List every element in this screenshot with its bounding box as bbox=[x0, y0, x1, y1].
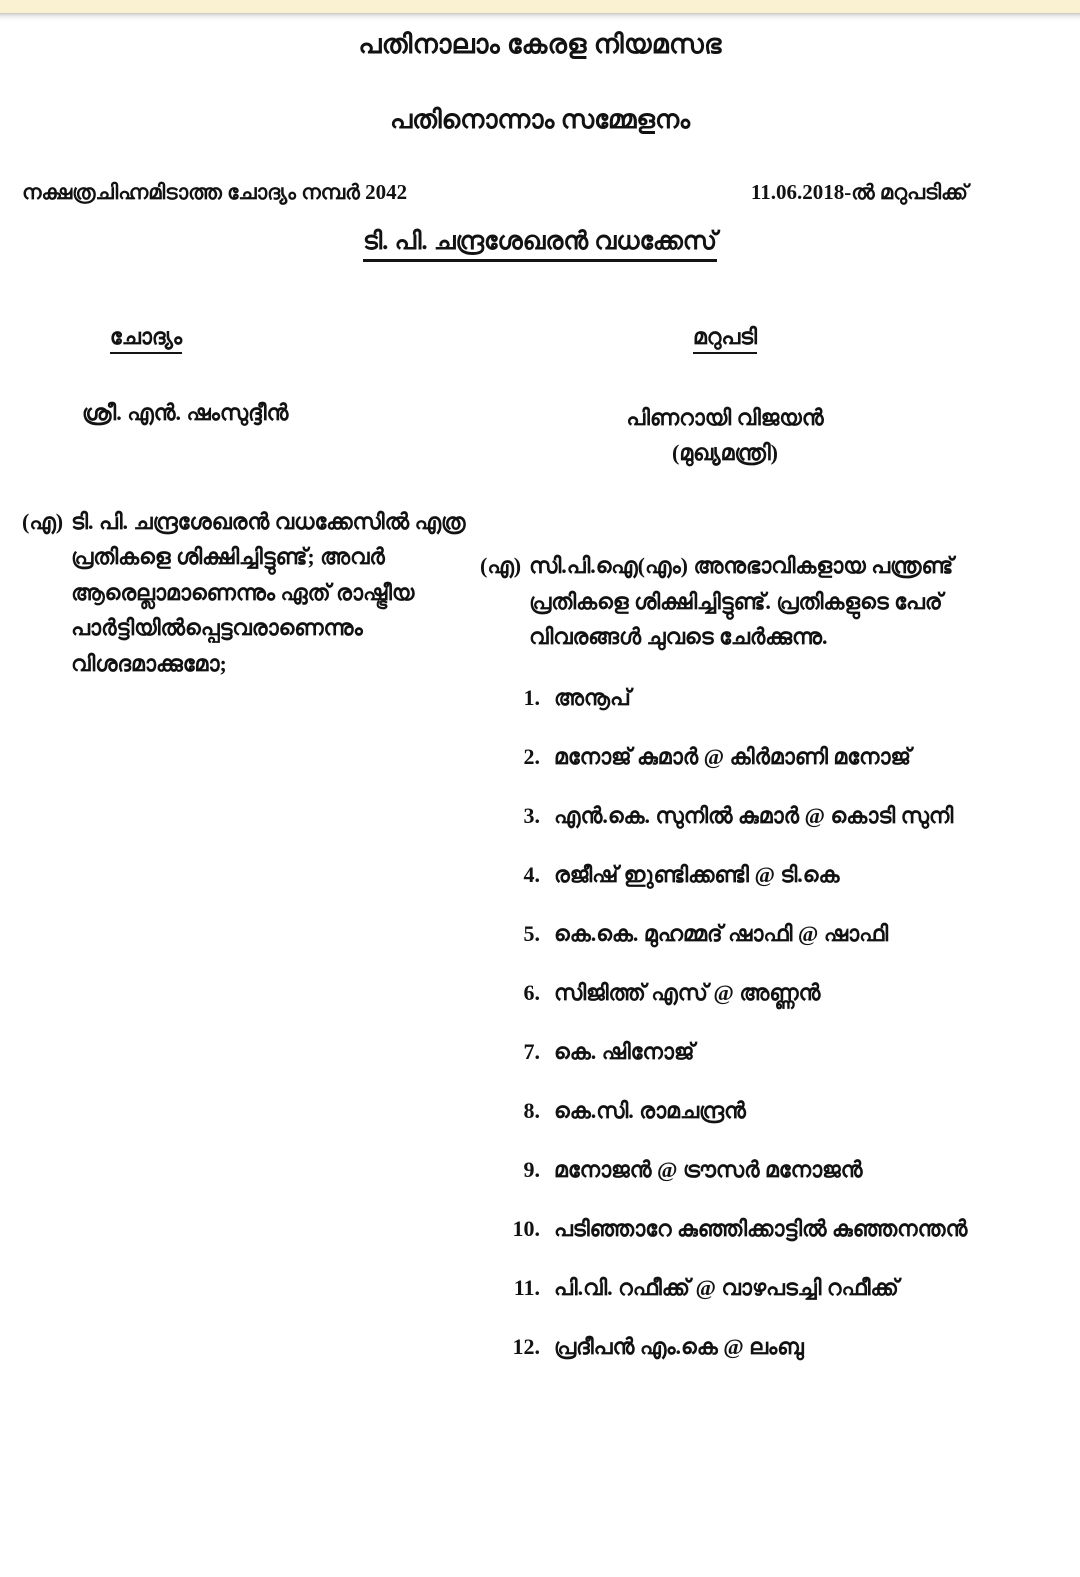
question-item-marker: (എ) bbox=[22, 508, 64, 534]
list-item-name: സിജിത്ത് എസ് @ അണ്ണൻ bbox=[554, 979, 821, 1005]
list-item-number: 9. bbox=[523, 1156, 540, 1182]
list-item-name: കെ.കെ. മുഹമ്മദ് ഷാഫി @ ഷാഫി bbox=[554, 920, 889, 946]
question-column bbox=[0, 324, 480, 1389]
list-item bbox=[480, 858, 1010, 891]
answer-column-heading bbox=[480, 324, 1010, 354]
answer-item bbox=[480, 548, 1010, 655]
list-item-name: പ്രദീപൻ എം.കെ @ ലംബു bbox=[554, 1333, 804, 1359]
list-item-number: 6. bbox=[523, 979, 540, 1005]
answer-respondent bbox=[480, 400, 1010, 470]
list-item-name: അനൂപ് bbox=[554, 684, 631, 710]
case-title-text: ടി. പി. ചന്ദ്രശേഖരൻ വധക്കേസ് bbox=[363, 228, 717, 262]
accused-list bbox=[480, 681, 1010, 1363]
list-item-number: 12. bbox=[512, 1333, 540, 1359]
question-meta-row bbox=[0, 180, 1080, 214]
list-item bbox=[480, 976, 1010, 1009]
question-column-heading-text: ചോദ്യം bbox=[110, 324, 182, 354]
respondent-designation: (മുഖ്യമന്ത്രി) bbox=[672, 439, 778, 465]
list-item-name: പി.വി. റഫീക്ക് @ വാഴപടച്ചി റഫീക്ക് bbox=[554, 1274, 899, 1300]
list-item-number: 10. bbox=[512, 1215, 540, 1241]
question-number-label: നക്ഷത്രചിഹ്നമിടാത്ത ചോദ്യം നമ്പർ 2042 bbox=[22, 179, 408, 204]
list-item-number: 1. bbox=[523, 684, 540, 710]
respondent-name: പിണറായി വിജയൻ bbox=[626, 404, 824, 430]
list-item-name: മനോജ് കുമാർ @ കിർമാണി മനോജ് bbox=[554, 743, 911, 769]
case-title bbox=[0, 228, 1080, 262]
list-item-number: 11. bbox=[513, 1274, 540, 1300]
list-item bbox=[480, 740, 1010, 773]
list-item-number: 4. bbox=[523, 861, 540, 887]
answer-column-heading-text: മറുപടി bbox=[693, 324, 757, 354]
list-item-number: 2. bbox=[523, 743, 540, 769]
top-decorative-strip bbox=[0, 0, 1080, 13]
answer-column bbox=[480, 324, 1080, 1389]
list-item-number: 3. bbox=[523, 802, 540, 828]
document-page bbox=[0, 22, 1080, 1577]
list-item-number: 5. bbox=[523, 920, 540, 946]
list-item-name: മനോജൻ @ ട്രൗസർ മനോജൻ bbox=[554, 1156, 863, 1182]
list-item-number: 8. bbox=[523, 1097, 540, 1123]
list-item bbox=[480, 681, 1010, 714]
list-item bbox=[480, 1094, 1010, 1127]
question-asker-name: ശ്രീ. എൻ. ഷംസുദ്ദീൻ bbox=[82, 399, 289, 425]
session-title: പതിനൊന്നാം സമ്മേളനം bbox=[389, 105, 691, 135]
question-answer-columns bbox=[0, 324, 1080, 1389]
question-column-heading bbox=[22, 324, 470, 354]
reply-date-label: 11.06.2018-ൽ മറുപടിക്ക് bbox=[750, 179, 968, 204]
list-item bbox=[480, 1153, 1010, 1186]
answer-item-marker: (എ) bbox=[480, 552, 522, 578]
question-item bbox=[22, 504, 470, 682]
list-item bbox=[480, 1271, 1010, 1304]
list-item bbox=[480, 1212, 1010, 1245]
list-item-name: കെ.സി. രാമചന്ദ്രൻ bbox=[554, 1097, 746, 1123]
list-item bbox=[480, 1330, 1010, 1363]
list-item-name: പടിഞ്ഞാറേ കുഞ്ഞിക്കാട്ടിൽ കുഞ്ഞനന്തൻ bbox=[554, 1215, 968, 1241]
question-item-text: ടി. പി. ചന്ദ്രശേഖരൻ വധക്കേസിൽ എത്ര പ്രതികളെ ശിക്ഷിച്ചിട്ടുണ്ട്; അവർ ആരെല്ലാമാണെന്നും ഏത് രാഷ്ട്രീയ പാർട്ടിയിൽപ്പെട്ടവരാണെന്നും വിശദമാക്കുമോ; bbox=[71, 508, 466, 677]
list-item-number: 7. bbox=[523, 1038, 540, 1064]
answer-item-text: സി.പി.ഐ(എം) അനുഭാവികളായ പന്ത്രണ്ട് പ്രതികളെ ശിക്ഷിച്ചിട്ടുണ്ട്. പ്രതികളുടെ പേര് വിവരങ്ങൾ ചുവടെ ചേർക്കുന്നു. bbox=[529, 552, 954, 650]
list-item bbox=[480, 1035, 1010, 1068]
top-strip-shadow bbox=[0, 13, 1080, 22]
list-item bbox=[480, 917, 1010, 950]
assembly-title: പതിനാലാം കേരള നിയമസഭ bbox=[358, 29, 722, 59]
list-item bbox=[480, 799, 1010, 832]
list-item-name: രജീഷ് ഇ‌ുണ്ടിക്കണ്ടി @ ടി.കെ bbox=[554, 861, 840, 887]
list-item-name: കെ. ഷിനോജ് bbox=[554, 1038, 695, 1064]
list-item-name: എൻ.കെ. സുനിൽ കുമാർ @ കൊടി സുനി bbox=[554, 802, 954, 828]
